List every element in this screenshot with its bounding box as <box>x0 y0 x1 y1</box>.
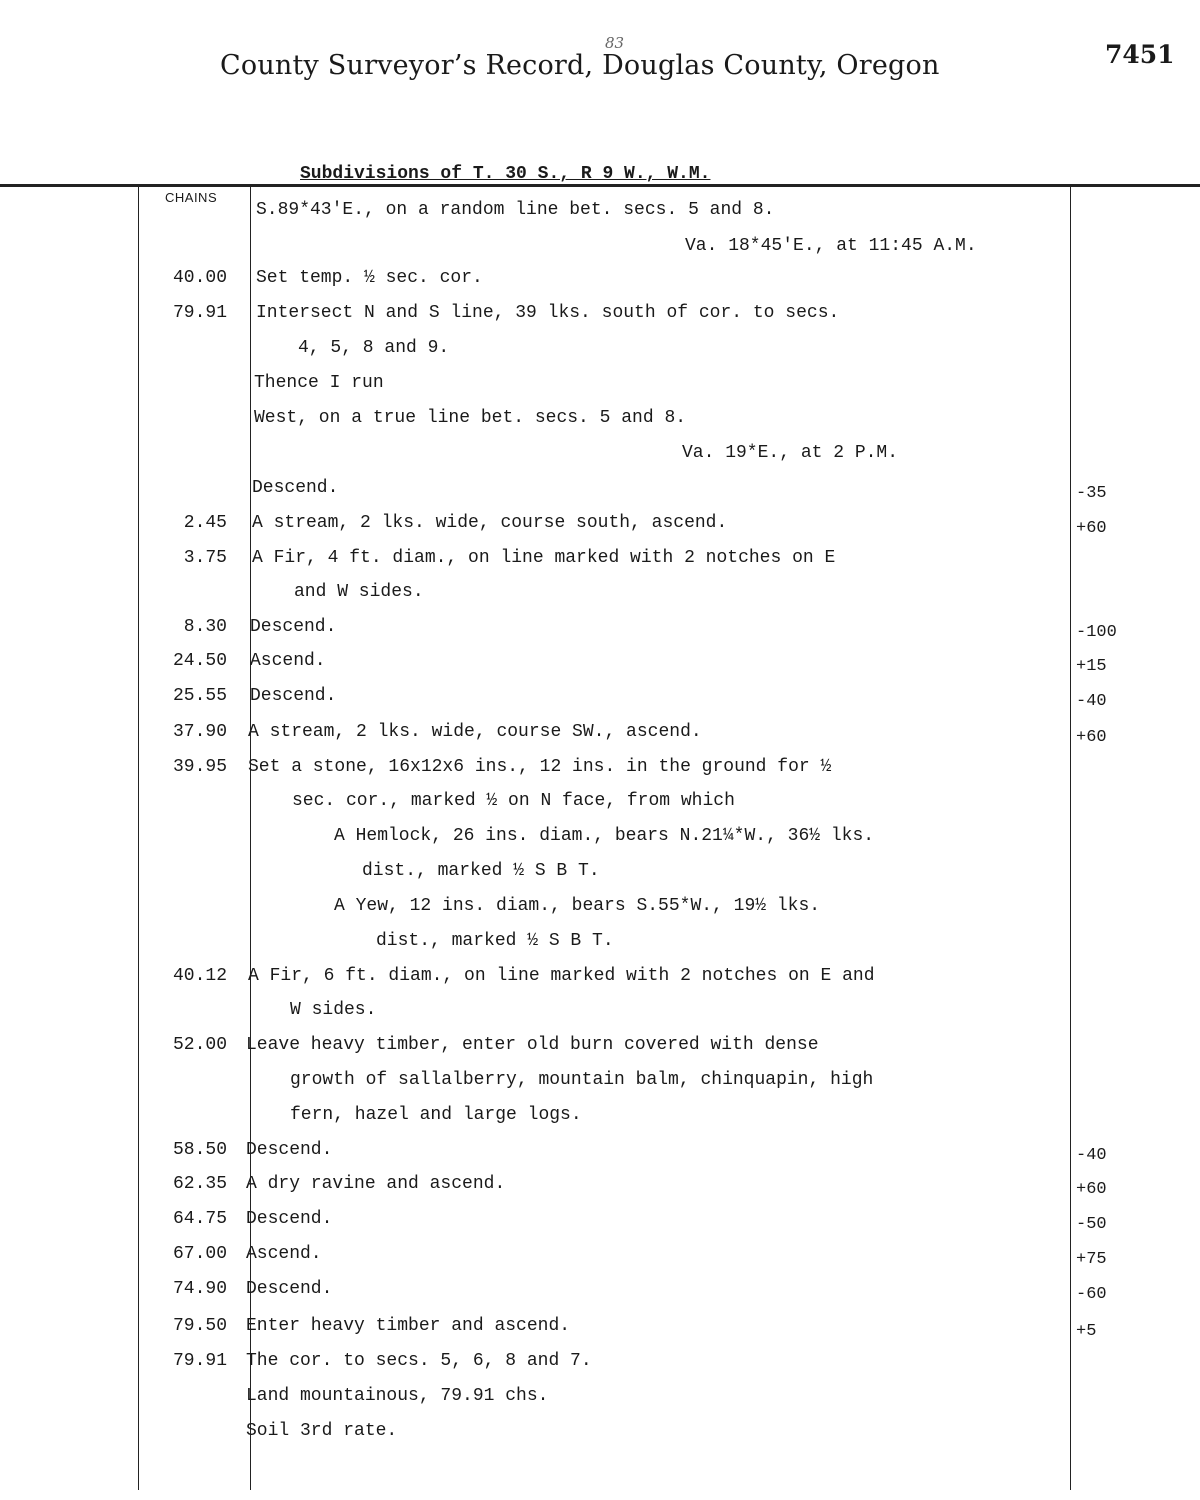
chain-distance: 79.91 <box>172 1351 227 1371</box>
entry-text: sec. cor., marked ½ on N face, from which <box>292 791 735 811</box>
elevation-change: -40 <box>1076 1146 1107 1165</box>
record-row <box>0 1035 1200 1070</box>
entry-text: Land mountainous, 79.91 chs. <box>246 1386 549 1406</box>
record-row <box>0 617 1200 652</box>
entry-text: Set temp. ½ sec. cor. <box>256 268 483 288</box>
entry-text: W sides. <box>290 1000 377 1020</box>
elevation-change: +60 <box>1076 519 1107 538</box>
record-row <box>0 200 1200 235</box>
chain-distance: 37.90 <box>172 722 227 742</box>
record-row <box>0 757 1200 792</box>
page-number: 7451 <box>1105 40 1175 69</box>
chain-distance: 64.75 <box>172 1209 227 1229</box>
elevation-change: +60 <box>1076 728 1107 747</box>
chain-distance: 40.00 <box>172 268 227 288</box>
record-row <box>0 1105 1200 1140</box>
entry-text: Ascend. <box>250 651 326 671</box>
record-row <box>0 443 1200 478</box>
elevation-change: -40 <box>1076 692 1107 711</box>
chain-distance: 8.30 <box>183 617 227 637</box>
entry-text: 4, 5, 8 and 9. <box>298 338 450 358</box>
entry-text: A dry ravine and ascend. <box>246 1174 506 1194</box>
entry-text: A Yew, 12 ins. diam., bears S.55*W., 19½ lks. <box>334 896 821 916</box>
elevation-change: -35 <box>1076 484 1107 503</box>
section-subtitle: Subdivisions of T. 30 S., R 9 W., W.M. <box>300 164 711 184</box>
entry-text: A stream, 2 lks. wide, course SW., ascend. <box>248 722 702 742</box>
record-row <box>0 236 1200 271</box>
entry-text: Ascend. <box>246 1244 322 1264</box>
record-row <box>0 861 1200 896</box>
record-row <box>0 791 1200 826</box>
entry-text: Leave heavy timber, enter old burn covered with dense <box>246 1035 819 1055</box>
elevation-change: +75 <box>1076 1250 1107 1269</box>
entry-text: Descend. <box>246 1140 333 1160</box>
entry-text: Enter heavy timber and ascend. <box>246 1316 571 1336</box>
entry-text: Soil 3rd rate. <box>246 1421 398 1441</box>
record-row <box>0 338 1200 373</box>
chain-distance: 52.00 <box>172 1035 227 1055</box>
record-row <box>0 1279 1200 1314</box>
chain-distance: 2.45 <box>183 513 227 533</box>
entry-text: Descend. <box>250 686 337 706</box>
record-row <box>0 1351 1200 1386</box>
record-row <box>0 513 1200 548</box>
chain-distance: 62.35 <box>172 1174 227 1194</box>
chain-distance: 24.50 <box>172 651 227 671</box>
entry-text: A Fir, 6 ft. diam., on line marked with 2 notches on E and <box>248 966 875 986</box>
entry-text: Descend. <box>246 1209 333 1229</box>
record-row <box>0 826 1200 861</box>
pencil-annotation: 83 <box>605 34 625 52</box>
chain-distance: 79.50 <box>172 1316 227 1336</box>
record-row <box>0 1209 1200 1244</box>
record-row <box>0 1070 1200 1105</box>
chain-distance: 74.90 <box>172 1279 227 1299</box>
chain-distance: 79.91 <box>172 303 227 323</box>
record-row <box>0 722 1200 757</box>
entry-text: A Fir, 4 ft. diam., on line marked with 2 notches on E <box>252 548 836 568</box>
record-row <box>0 1000 1200 1035</box>
elevation-change: +60 <box>1076 1180 1107 1199</box>
record-row <box>0 686 1200 721</box>
record-row <box>0 408 1200 443</box>
record-row <box>0 896 1200 931</box>
entry-text: S.89*43'E., on a random line bet. secs. 5 and 8. <box>256 200 775 220</box>
record-row <box>0 1421 1200 1456</box>
elevation-change: +15 <box>1076 657 1107 676</box>
record-row <box>0 651 1200 686</box>
chain-distance: 25.55 <box>172 686 227 706</box>
entry-text: Set a stone, 16x12x6 ins., 12 ins. in the ground for ½ <box>248 757 832 777</box>
record-row <box>0 966 1200 1001</box>
chains-column-header: CHAINS <box>165 190 218 205</box>
entry-text: Intersect N and S line, 39 lks. south of cor. to secs. <box>256 303 840 323</box>
chain-distance: 39.95 <box>172 757 227 777</box>
chain-distance: 40.12 <box>172 966 227 986</box>
entry-text: Descend. <box>250 617 337 637</box>
entry-text: West, on a true line bet. secs. 5 and 8. <box>254 408 687 428</box>
elevation-change: -60 <box>1076 1285 1107 1304</box>
record-row <box>0 582 1200 617</box>
entry-text: Thence I run <box>254 373 384 393</box>
header-rule <box>0 184 1200 187</box>
elevation-change: -50 <box>1076 1215 1107 1234</box>
entry-text: dist., marked ½ S B T. <box>376 931 614 951</box>
entry-text: The cor. to secs. 5, 6, 8 and 7. <box>246 1351 592 1371</box>
entry-text: Descend. <box>252 478 339 498</box>
record-row <box>0 1174 1200 1209</box>
record-row <box>0 268 1200 303</box>
entry-text: Descend. <box>246 1279 333 1299</box>
record-row <box>0 1316 1200 1351</box>
record-row <box>0 1386 1200 1421</box>
record-row <box>0 373 1200 408</box>
elevation-change: -100 <box>1076 623 1117 642</box>
record-row <box>0 478 1200 513</box>
page-title: County Surveyor’s Record, Douglas County, Oregon <box>220 50 940 81</box>
record-row <box>0 303 1200 338</box>
entry-text: A stream, 2 lks. wide, course south, ascend. <box>252 513 728 533</box>
entry-text: A Hemlock, 26 ins. diam., bears N.21¼*W., 36½ lks. <box>334 826 875 846</box>
entry-text: fern, hazel and large logs. <box>290 1105 582 1125</box>
entry-text: Va. 18*45'E., at 11:45 A.M. <box>685 236 977 256</box>
entry-text: dist., marked ½ S B T. <box>362 861 600 881</box>
entry-text: growth of sallalberry, mountain balm, chinquapin, high <box>290 1070 874 1090</box>
entry-text: and W sides. <box>294 582 424 602</box>
record-row <box>0 931 1200 966</box>
record-row <box>0 1244 1200 1279</box>
entry-text: Va. 19*E., at 2 P.M. <box>682 443 899 463</box>
elevation-change: +5 <box>1076 1322 1097 1341</box>
chain-distance: 3.75 <box>183 548 227 568</box>
record-row <box>0 548 1200 583</box>
chain-distance: 67.00 <box>172 1244 227 1264</box>
chain-distance: 58.50 <box>172 1140 227 1160</box>
record-row <box>0 1140 1200 1175</box>
